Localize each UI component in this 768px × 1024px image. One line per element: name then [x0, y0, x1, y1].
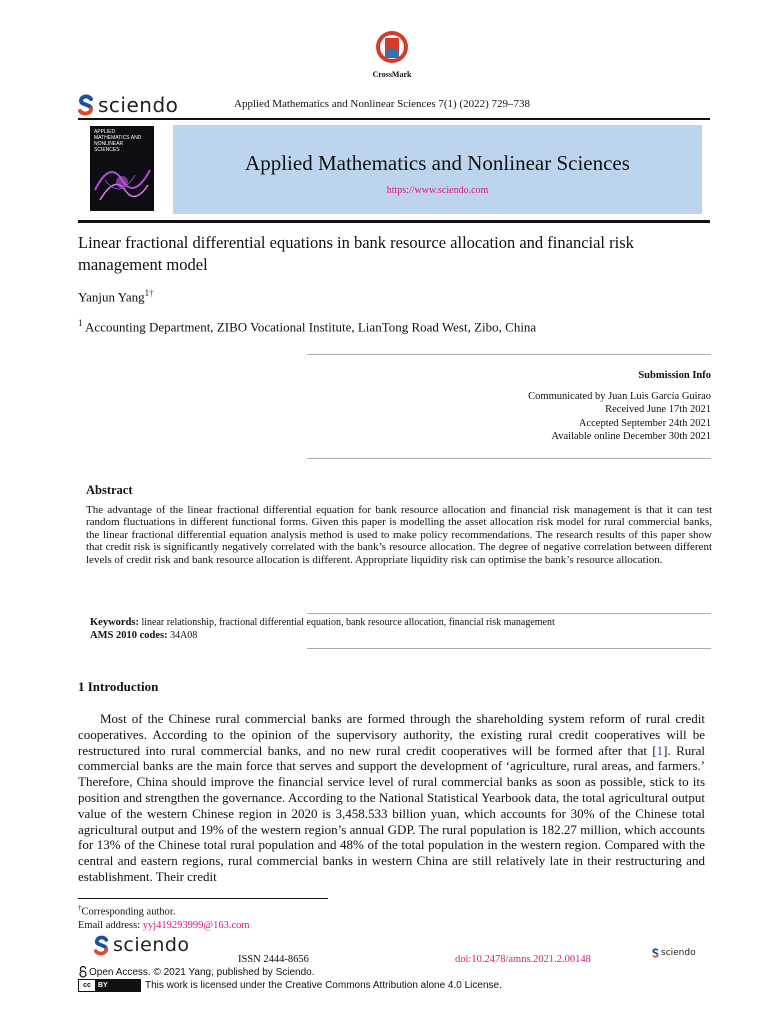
citation-link[interactable]: 1	[656, 742, 664, 758]
footnote-mark: †	[78, 904, 82, 912]
intro-paragraph	[78, 711, 705, 885]
submission-heading: Submission Info	[638, 370, 711, 381]
submission-accepted: Accepted September 24th 2021	[578, 417, 711, 429]
section-heading-introduction: 1 Introduction	[78, 679, 159, 694]
footnote-email-link[interactable]: yyj419293999@163.com	[142, 919, 250, 931]
abstract-heading: Abstract	[86, 483, 133, 497]
author-line	[78, 288, 154, 305]
cover-title: APPLIED MATHEMATICS AND NONLINEAR SCIENCES	[94, 129, 142, 153]
submission-received: Received June 17th 2021	[605, 404, 711, 415]
keywords-label: Keywords:	[90, 617, 139, 628]
footnotes	[78, 902, 250, 932]
author-affil-sup: 1	[144, 288, 150, 298]
abstract-text: The advantage of the linear fractional differential equation for bank resource allocation and financial risk management is that it can test random fluctuations in different functional forms. Given this paper is modelling the asset allocation risk model for rural commercial banks, the linear fractional differential equation analysis method is used to make policy recommendations. The research results of this paper show that credit risk is significantly negatively correlated with the bank’s resource allocation. The degree of negative correlation between different levels of credit risk and bank resource allocation is different. Appropriate liquidity risk can optimise the bank’s resource allocation.	[86, 504, 712, 566]
footnote-corresponding: Corresponding author.	[81, 906, 176, 918]
open-access-text: Open Access. © 2021 Yang, published by Sciendo.	[89, 966, 315, 978]
keywords-rule-top	[307, 613, 711, 614]
cover-fractal-graphic	[90, 150, 154, 210]
footer-sciendo-wordmark: sciendo	[113, 934, 190, 956]
open-access-line	[78, 966, 314, 978]
sciendo-mark-icon	[78, 94, 94, 116]
footnote-rule	[78, 898, 328, 899]
sciendo-mark-icon	[94, 935, 109, 956]
affiliation-line	[78, 318, 536, 335]
banner-url-link[interactable]: https://www.sciendo.com	[386, 185, 489, 196]
intro-text-b: ]. Rural commercial banks are the main force that serves and support the development of ‘agriculture, rural areas, and farmers.’ Therefore, China should improve the financial service level of rural commercial banks as soon as possible, stick to its position and strengthen the governance. According to the National Statistical Yearbook data, the total agricultural output value of the western Chinese region in 2020 is 3,458.533 billion yuan, which accounts for 30% of the Chinese total agricultural output and 19% of the western region’s annual GDP. The rural population is 182.27 million, which accounts for 13% of the Chinese total rural population and 48% of the total population in the western region. Compared with the central and eastern regions, rural commercial banks in western China are still relatively late in their restructuring and establishment. Their credit	[78, 742, 705, 884]
crossmark-label: CrossMark	[372, 70, 412, 79]
issn-text: ISSN 2444-8656	[238, 954, 309, 965]
footer-small-sciendo-logo	[652, 948, 696, 958]
banner-title: Applied Mathematics and Nonlinear Sciences	[245, 151, 630, 175]
journal-reference: Applied Mathematics and Nonlinear Sciences 7(1) (2022) 729–738	[234, 98, 531, 110]
article-title: Linear fractional differential equations in bank resource allocation and financial risk management model	[78, 233, 634, 274]
submission-rule-bottom	[307, 458, 711, 459]
journal-banner	[173, 125, 702, 214]
sciendo-logo[interactable]	[78, 93, 178, 117]
sciendo-wordmark: sciendo	[98, 93, 179, 117]
ams-codes-value: 34A08	[170, 630, 198, 641]
intro-text-a: Most of the Chinese rural commercial banks are formed through the shareholding system reform of rural credit cooperatives. According to the opinion of the supervisory authority, the existing rural credit cooperatives will be restructured into rural commercial banks, and no new rural credit cooperatives will be formed after that [	[78, 711, 705, 758]
license-text: This work is licensed under the Creative Commons Attribution alone 4.0 License.	[145, 980, 502, 991]
submission-communicated: Communicated by Juan Luis García Guirao	[528, 390, 711, 402]
crossmark-icon	[372, 30, 412, 64]
small-sciendo-wordmark: sciendo	[661, 948, 696, 958]
crossmark-badge[interactable]	[370, 30, 414, 79]
corresponding-mark[interactable]: †	[149, 288, 154, 298]
keywords-rule-bottom	[307, 648, 711, 649]
affiliation-text: Accounting Department, ZIBO Vocational Institute, LianTong Road West, Zibo, China	[85, 319, 537, 335]
footnote-email-label: Email address:	[78, 919, 143, 931]
header-rule-top	[78, 118, 710, 120]
cc-by-badge-label: BY	[95, 980, 140, 991]
sciendo-mark-icon	[652, 948, 659, 958]
license-line	[78, 979, 502, 992]
author-name: Yanjun Yang	[78, 289, 145, 305]
keywords-block	[90, 616, 555, 642]
footer-sciendo-logo[interactable]	[94, 934, 190, 956]
submission-rule-top	[307, 354, 711, 355]
keywords-value: linear relationship, fractional differential equation, bank resource allocation, financial risk management	[141, 617, 555, 628]
submission-info	[528, 369, 711, 444]
header-rule-bottom	[78, 220, 710, 223]
open-access-lock-icon	[78, 966, 88, 978]
cc-by-badge-icon[interactable]: cc BY	[78, 979, 141, 992]
journal-cover-image	[90, 126, 154, 211]
doi-link[interactable]: doi:10.2478/amns.2021.2.00148	[455, 954, 591, 965]
affil-sup: 1	[78, 318, 83, 328]
submission-online: Available online December 30th 2021	[551, 431, 711, 442]
ams-codes-label: AMS 2010 codes:	[90, 630, 168, 641]
